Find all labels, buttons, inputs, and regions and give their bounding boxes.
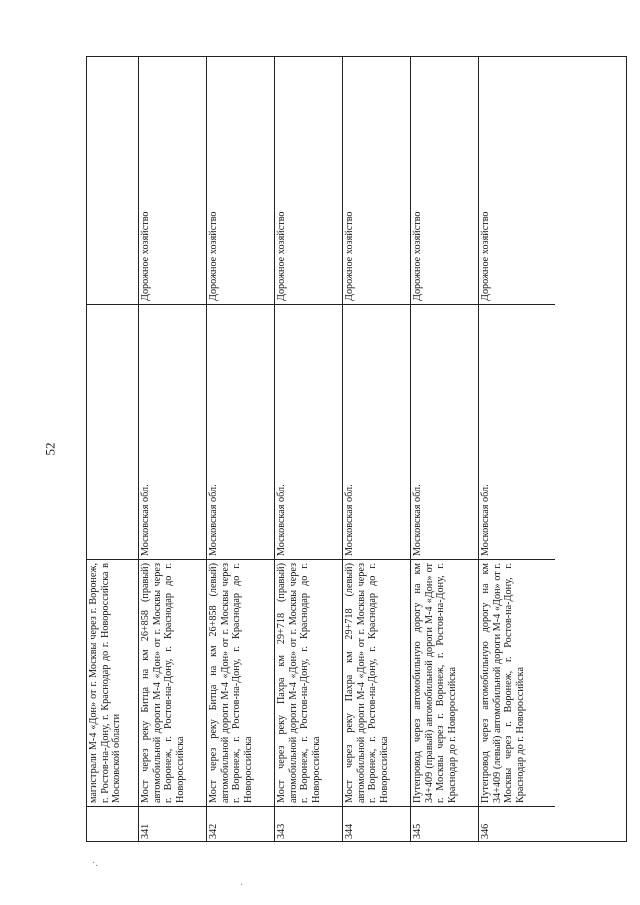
document-table [86, 56, 627, 842]
table-row [87, 57, 138, 841]
table-row [342, 57, 410, 841]
table-row [138, 57, 206, 841]
sector-type: Дорожное хозяйство [275, 57, 342, 305]
region: Московская обл. [139, 305, 206, 560]
region: Московская обл. [411, 305, 478, 560]
row-number: 341 [140, 823, 151, 839]
sector-type: Дорожное хозяйство [139, 57, 206, 305]
object-name: Мост через реку Битца на км 26+858 (правый) автомобильной дороги М-4 «Дон» от г. Москвы через г. Воронеж, г. Ростов-на-Дону, г. Краснодар до г. Новороссийска [139, 560, 206, 807]
page-number: 52 [42, 442, 58, 456]
region: Московская обл. [343, 305, 410, 560]
table-row [410, 57, 478, 841]
row-number: 343 [276, 823, 287, 839]
region: Московская обл. [479, 305, 555, 560]
table-row [478, 57, 555, 841]
sector-type: Дорожное хозяйство [207, 57, 274, 305]
row-number: 344 [344, 823, 355, 839]
table-row [206, 57, 274, 841]
table-row [274, 57, 342, 841]
object-name: Путепровод через автомобильную дорогу на км 34+409 (левый) автомобильной дороги М-4 «Дон» от г. Москвы через г. Воронеж, г. Ростов-на-Дону, г. Краснодар до г. Новороссийска [479, 560, 555, 807]
row-number: 346 [480, 823, 491, 839]
sector-type [87, 57, 138, 305]
sector-type: Дорожное хозяйство [343, 57, 410, 305]
object-name: Мост через реку Пахра км 29+718 (правый) автомобильной дороги М-4 «Дон» от г. Москвы через г. Воронеж, г. Ростов-на-Дону, г. Краснодар до г. Новороссийска [275, 560, 342, 807]
region: Московская обл. [207, 305, 274, 560]
region [87, 305, 138, 560]
region: Московская обл. [275, 305, 342, 560]
object-name: Мост через реку Битца на км 26+858 (левый) автомобильной дороги М-4 «Дон» от г. Москвы через г. Воронеж, г. Ростов-на-Дону, г. Краснодар до г. Новороссийска [207, 560, 274, 807]
object-name: Путепровод через автомобильную дорогу на км 34+409 (правый) автомобильной дороги М-4 «Дон» от г. Москвы через г. Воронеж, г. Ростов-на-Дону, г. Краснодар до г. Новороссийска [411, 560, 478, 807]
row-number: 345 [412, 823, 423, 839]
sector-type: Дорожное хозяйство [411, 57, 478, 305]
row-number: 342 [208, 823, 219, 839]
row-number [87, 807, 138, 841]
scan-mark: · [240, 880, 244, 891]
object-name: Мост через реку Пахра км 29+718 (левый) автомобильной дороги М-4 «Дон» от г. Москвы через г. Воронеж, г. Ростов-на-Дону, г. Краснодар до г. Новороссийска [343, 560, 410, 807]
object-name: магистрали М-4 «Дон» от г. Москвы через г. Воронеж, г. Ростов-на-Дону, г. Краснодар до г. Новороссийска в Московской области [87, 560, 138, 807]
sector-type: Дорожное хозяйство [479, 57, 555, 305]
scan-mark: ·. [92, 858, 98, 869]
